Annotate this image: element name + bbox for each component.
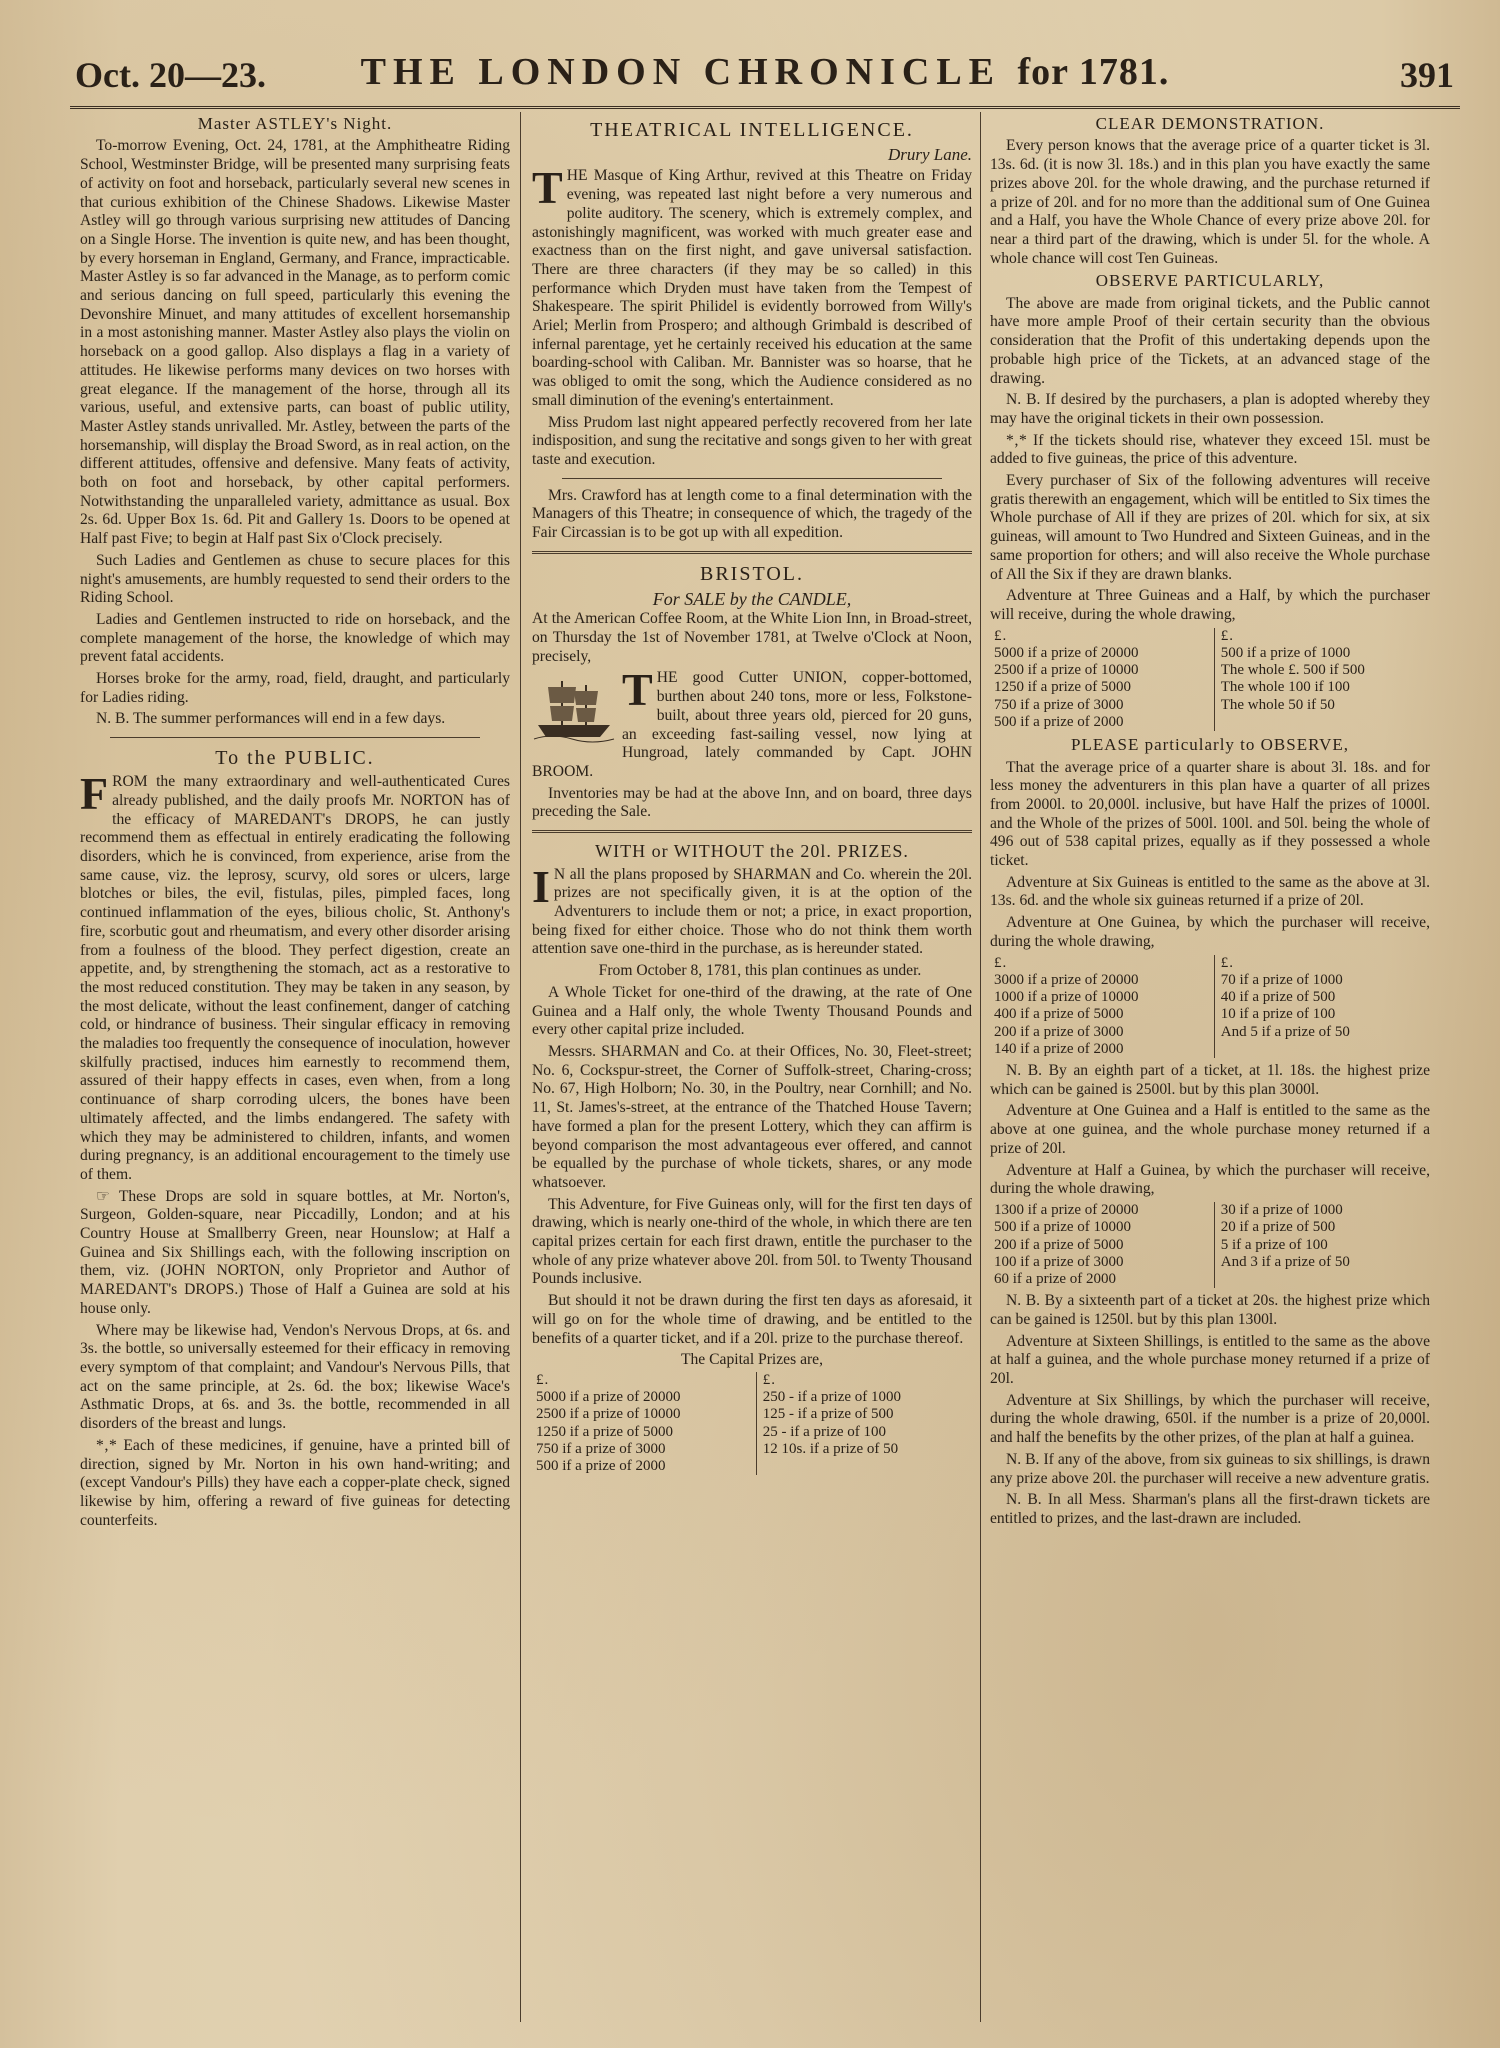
table-row: 20 if a prize of 500	[1220, 1219, 1336, 1236]
prizes-paragraph: But should it not be drawn during the first ten days as aforesaid, it will go on for the whole time of drawing, and be entitled to the benefits of a quarter ticket, and if a 20l. prize to the purchase thereof.	[532, 1292, 972, 1347]
prizes-paragraph: From October 8, 1781, this plan continues as under.	[598, 962, 922, 980]
theatre-subheading: Drury Lane.	[887, 145, 972, 164]
prizes-paragraph: Messrs. SHARMAN and Co. at their Offices, No. 30, Fleet-street; No. 6, Cockspur-street, the Corner of Suffolk-street, Charing-cross; No. 67, High Holborn; No. 30, in the Poultry, near Cornhill; and No. 11, St. James's-street, at the entrance of the Thatched House Tavern; have formed a plan for the present Lottery, which they can affirm is beyond comparison the most advantageous ever offered, and cannot be equalled by the purchase of whole tickets, shares, or any mode whatsoever.	[532, 1043, 972, 1191]
prizes-paragraph: A Whole Ticket for one-third of the drawing, at the rate of One Guinea and a Half only, the whole Twenty Thousand Pounds and every other capital prize included.	[532, 983, 972, 1039]
column-1	[80, 112, 510, 2032]
currency-row: £.	[536, 1371, 550, 1388]
currency-row: £.	[994, 627, 1008, 644]
divider	[562, 478, 942, 479]
prizes-paragraph: This Adventure, for Five Guineas only, will for the first ten days of drawing, which is nearly one-third of the whole, in which there are ten capital prizes certain for each first drawn, entitle the purchaser to the whole of any prize whatever above 20l. from 50l. to Twenty Thousand Pounds inclusive.	[532, 1195, 972, 1288]
table-row: 10 if a prize of 100	[1220, 1006, 1336, 1023]
note-paragraph: N. B. By an eighth part of a ticket, at 1l. 18s. the highest prize which can be gained is 2500l. but by this plan 3000l.	[990, 1062, 1430, 1098]
divider	[110, 737, 480, 738]
table-row: 500 if a prize of 2000	[994, 713, 1124, 730]
table-row: 1000 if a prize of 10000	[994, 989, 1139, 1006]
drop-cap: I	[532, 860, 550, 912]
table-row: The whole 100 if 100	[1220, 679, 1350, 696]
prizes-heading: WITH or WITHOUT the 20l. PRIZES.	[595, 841, 909, 862]
public-paragraph: ☞ These Drops are sold in square bottles, at Mr. Norton's, Surgeon, Golden-square, near Piccadilly, London; and at his Country House at Smallberry Green, near Hounslow; at Half a Guinea and Six Shillings each, with the following inscription on them, viz. (JOHN NORTON, only Proprietor and Author of MAREDANT's DROPS.) Those of Half a Guinea are sold at his house only.	[80, 1187, 510, 1317]
drop-cap: T	[532, 162, 563, 214]
demo-paragraph: Every person knows that the average price of a quarter ticket is 3l. 13s. 6d. (it is now 3l. 18s.) and in this plan you have exactly the same prizes above 20l. for the whole drawing, and the purchase returned if a prize of 20l. and for no more than the additional sum of One Guinea and a Half, you have the Whole Chance of every prize above 20l. for near a third part of the drawing, which is under 5l. for the whole. A whole chance will cost Ten Guineas.	[990, 137, 1430, 267]
astley-paragraph: Ladies and Gentlemen instructed to ride on horseback, and the complete management of the horse, the knowledge of which may prevent fatal accidents.	[80, 610, 510, 666]
page-number: 391	[1400, 55, 1454, 95]
prize-table-three-guineas	[994, 628, 1430, 732]
table-row: 140 if a prize of 2000	[994, 1040, 1124, 1057]
table-row: And 5 if a prize of 50	[1220, 1023, 1350, 1040]
public-heading: To the PUBLIC.	[215, 747, 375, 770]
note-paragraph: N. B. In all Mess. Sharman's plans all the first-drawn tickets are entitled to prizes, and the last-drawn are included.	[990, 1491, 1430, 1527]
astley-paragraph: Such Ladies and Gentlemen as chuse to secure places for this night's amusements, are humbly requested to send their orders to the Riding School.	[80, 551, 510, 607]
observe-heading: OBSERVE PARTICULARLY,	[1095, 271, 1325, 291]
divider	[532, 830, 972, 833]
table-row: 750 if a prize of 3000	[536, 1440, 666, 1457]
note-paragraph: N. B. By a sixteenth part of a ticket at 20s. the highest prize which can be gained is 1250l. but by this plan 1300l.	[990, 1292, 1430, 1328]
table-right	[1214, 1202, 1430, 1288]
table-row: 250 - if a prize of 1000	[762, 1389, 902, 1406]
table-left	[536, 1372, 745, 1476]
table-row: 40 if a prize of 500	[1220, 989, 1336, 1006]
table-row: 125 - if a prize of 500	[762, 1406, 894, 1423]
table-left	[994, 955, 1203, 1059]
table-right	[756, 1372, 972, 1476]
demo-heading: CLEAR DEMONSTRATION.	[1095, 114, 1325, 133]
table-left	[994, 628, 1203, 732]
note-paragraph: Adventure at Six Shillings, by which the purchaser will receive, during the whole drawing, 650l. if the number is a prize of 20,000l. and half the benefits by the other prizes, of the plan at half a guinea.	[990, 1391, 1430, 1447]
table-row: 5 if a prize of 100	[1220, 1236, 1328, 1253]
prize-table-one-guinea	[994, 955, 1430, 1059]
theatre-paragraph: Miss Prudom last night appeared perfectly recovered from her late indisposition, and sung the recitative and songs given to her with great taste and execution.	[532, 413, 972, 468]
column-rule	[980, 112, 981, 2022]
bristol-paragraph	[532, 664, 972, 781]
note-paragraph: Adventure at One Guinea and a Half is entitled to the same as the above at one guinea, and the whole purchase money returned if a prize of 20l.	[990, 1102, 1430, 1157]
public-paragraph: Where may be likewise had, Vendon's Nervous Drops, at 6s. and 3s. the bottle, so universally esteemed for their efficacy in removing every symptom of that complaint; and Vandour's Nervous Pills, that act on the same principle, at 2s. 6d. the box; likewise Wace's Asthmatic Drops, at 6s. and 3s. the bottle, recommended in all disorders of the breast and lungs.	[80, 1321, 510, 1433]
table-row: 400 if a prize of 5000	[994, 1006, 1124, 1023]
theatre-paragraph	[532, 162, 972, 410]
table-row: 200 if a prize of 3000	[994, 1023, 1124, 1040]
prize-table-half-guinea	[994, 1202, 1430, 1288]
table-row: 2500 if a prize of 10000	[994, 662, 1139, 679]
prizes-text: N all the plans proposed by SHARMAN and Co. wherein the 20l. prizes are not specifically given, it is at the option of the Adventurers to include them or not; a price, in exact proportion, being fixed for either choice. Those who do not think them worth attention save one-third in the purchase, as is hereunder stated.	[532, 865, 972, 958]
capital-prizes-table	[536, 1372, 972, 1476]
bristol-inventory: Inventories may be had at the above Inn, and on board, three days preceding the Sale.	[532, 784, 972, 821]
please-paragraph: Adventure at Six Guineas is entitled to the same as the above at 3l. 13s. 6d. and the whole six guineas returned if a prize of 20l.	[990, 873, 1430, 910]
table-row: 60 if a prize of 2000	[994, 1271, 1117, 1287]
note-paragraph: Adventure at Half a Guinea, by which the purchaser will receive, during the whole drawing,	[990, 1161, 1430, 1198]
bristol-subheading: For SALE by the CANDLE,	[652, 588, 852, 609]
issue-date: Oct. 20—23.	[75, 55, 266, 95]
table-row: 100 if a prize of 3000	[994, 1253, 1124, 1270]
theatre-text: HE Masque of King Arthur, revived at this Theatre on Friday evening, was repeated last night before a very numerous and polite auditory. The scenery, which is extremely complex, and astonishingly magnificent, was worked with much greater ease and exactness than on the first night, and gave universal satisfaction. There are three characters (if they may be so called) in this performance which Dryden must have taken from the Tempest of Shakespeare. The spirit Philidel is evidently borrowed from Willy's Ariel; Merlin from Prospero; and although Grimbald is described of infernal parentage, yet he certainly received his education at the same boarding-school with Caliban. Mr. Bannister was so hoarse, that he was obliged to omit the song, which the Audience considered as no small diminution of the evening's entertainment.	[532, 167, 972, 409]
theatre-paragraph: Mrs. Crawford has at length come to a final determination with the Managers of this Theatre; in consequence of which, the tragedy of the Fair Circassian is to be got up with all expedition.	[532, 486, 972, 542]
table-row: 12 10s. if a prize of 50	[762, 1440, 899, 1457]
currency-row: £.	[1220, 627, 1234, 644]
table-row: The whole 50 if 50	[1220, 696, 1335, 713]
observe-paragraph: The above are made from original tickets, and the Public cannot have more ample Proof of their certain security than the obvious consideration that the Profit of this undertaking depends upon the probable high price of the Tickets, at an advanced stage of the drawing.	[990, 294, 1430, 387]
please-paragraph: Adventure at One Guinea, by which the purchaser will receive, during the whole drawing,	[990, 914, 1430, 950]
title-year: for 1781.	[1017, 51, 1170, 93]
column-3	[990, 112, 1430, 2032]
drop-cap: T	[622, 664, 653, 716]
public-paragraph	[80, 768, 510, 1184]
table-row: 1250 if a prize of 5000	[994, 679, 1132, 696]
observe-paragraph: N. B. If desired by the purchasers, a plan is adopted whereby they may have the original tickets in their own possession.	[990, 391, 1430, 427]
table-row: 1300 if a prize of 20000	[994, 1202, 1139, 1218]
astley-paragraph: Horses broke for the army, road, field, draught, and particularly for Ladies riding.	[80, 670, 510, 706]
public-paragraph: *‚* Each of these medicines, if genuine, have a printed bill of direction, signed by Mr. Norton in his own hand-writing; and (except Vandour's Pills) they have each a copper-plate check, signed likewise by him, offering a reward of five guineas for detecting counterfeits.	[80, 1436, 510, 1529]
table-row: 3000 if a prize of 20000	[994, 971, 1139, 988]
table-row: 500 if a prize of 2000	[536, 1458, 666, 1475]
table-row: 70 if a prize of 1000	[1220, 971, 1343, 988]
theatre-heading: THEATRICAL INTELLIGENCE.	[590, 119, 914, 141]
observe-paragraph: *‚* If the tickets should rise, whatever they exceed 15l. must be added to five guineas, the price of this adventure.	[990, 431, 1430, 468]
currency-row: £.	[994, 954, 1008, 971]
note-paragraph: N. B. If any of the above, from six guineas to six shillings, is drawn any prize above 20l. the purchaser will receive a new adventure gratis.	[990, 1450, 1430, 1487]
column-rule	[520, 112, 521, 2022]
table-row: 200 if a prize of 5000	[994, 1236, 1124, 1253]
table-left	[994, 1202, 1203, 1288]
table-row: 5000 if a prize of 20000	[994, 644, 1139, 661]
public-text: ROM the many extraordinary and well-authenticated Cures already published, and the daily proofs Mr. NORTON has of the efficacy of MAREDANT's DROPS, he can justly recommend them as effectual in entirely eradicating the following disorders, which he is convinced, from experience, arise from the same cause, viz. the leprosy, scurvy, old sores or ulcers, large blotches or biles, the evil, fistulas, piles, pimpled faces, long continued inflammation of the eyes, bilious cholic, St. Anthony's fire, scorbutic gout and rheumatism, and every other disorder arising from a foulness of the blood. They perfect digestion, create an appetite, and, by strengthening the stomach, act as a restorative to the most reduced constitution. They may be taken in any season, by the most delicate, without the least confinement, danger of catching cold, or hindrance of business. Their singular efficacy in removing the maladies too frequently the consequence of inoculation, however skilfully practised, induces him earnestly to recommend them, assured of their happy effects in cases, even when, from a long continuance of sharp corroding ulcers, the bones have been ultimately affected, and the limbs endangered. The safety with which they may be administered to children, infants, and women during pregnancy, is an additional encouragement to the timely use of them.	[80, 773, 510, 1183]
ship-icon	[532, 673, 616, 745]
table-row: And 3 if a prize of 50	[1220, 1253, 1350, 1270]
table-right	[1214, 628, 1430, 732]
please-paragraph: That the average price of a quarter share is about 3l. 18s. and for less money the adventurers in this plan have a quarter of all prizes from 2000l. to 20,000l. inclusive, but have Half the prizes of 1000l. and the Whole of the prizes of 500l. 100l. and 50l. being the whole of 496 out of 538 capital prizes, equally as if they possessed a whole ticket.	[990, 758, 1430, 870]
title-text: THE LONDON CHRONICLE	[360, 51, 1002, 93]
newspaper-title	[70, 50, 1460, 94]
bristol-intro: At the American Coffee Room, at the White Lion Inn, in Broad-street, on Thursday the 1st of November 1781, at Twelve o'Clock at Noon, precisely,	[532, 610, 972, 665]
astley-paragraph: To-morrow Evening, Oct. 24, 1781, at the Amphitheatre Riding School, Westminster Bridge, will be presented many surprising feats of activity on foot and horseback, particularly several new scenes in that curious exhibition of the Chinese Shadows. Likewise Master Astley will go through various surprising new attitudes of Dancing on a Single Horse. The invention is quite new, and has been thought, by every horseman in England, Germany, and France, impracticable. Master Astley is so far advanced in the Manage, as to perform comic and serious dancing on full speed, particularly this evening the Devonshire Minuet, and many attitudes of excellent horsemanship in a most astonishing manner. Master Astley also plays the violin on horseback on a good gallop. Also displays a flag in a variety of attitudes. He likewise performs many devices on two horses with great elegance. If the management of the horse, through all its various, useful, and extensive parts, can boast of public utility, Master Astley stands unrivalled. Mr. Astley, between the parts of the horsemanship, will display the Broad Sword, as in real action, on the different attitudes, offensive and defensive. Many feats of activity, both on foot and horseback, by other capital performers. Notwithstanding the unparalleled variety, admittance as usual. Box 2s. 6d. Upper Box 1s. 6d. Pit and Gallery 1s. Doors to be opened at Half past Five; to begin at Half past Six o'Clock precisely.	[80, 137, 510, 548]
bristol-text: HE good Cutter UNION, copper-bottomed, burthen about 240 tons, more or less, Folkstone-built, about three years old, pierced for 20 guns, an exceeding fast-sailing vessel, now lying at Hungroad, lately commanded by Capt. JOHN BROOM.	[532, 669, 972, 780]
astley-paragraph: N. B. The summer performances will end in a few days.	[96, 710, 446, 728]
divider	[532, 551, 972, 554]
table-row: 500 if a prize of 10000	[994, 1219, 1132, 1236]
table-row: 2500 if a prize of 10000	[536, 1406, 681, 1423]
please-heading: PLEASE particularly to OBSERVE,	[1070, 735, 1349, 755]
drop-cap: F	[80, 768, 109, 820]
note-paragraph: Adventure at Sixteen Shillings, is entitled to the same as the above at half a guinea, and the whole purchase money returned if a prize of 20l.	[990, 1332, 1430, 1388]
prizes-paragraph	[532, 860, 972, 960]
table-row: The whole £. 500 if 500	[1220, 662, 1365, 679]
table-row: 750 if a prize of 3000	[994, 696, 1124, 713]
table-row: 500 if a prize of 1000	[1220, 644, 1351, 661]
table-row: 1250 if a prize of 5000	[536, 1423, 674, 1440]
masthead	[70, 48, 1460, 109]
currency-row: £.	[762, 1371, 776, 1388]
bristol-heading: BRISTOL.	[700, 562, 804, 585]
observe-paragraph: Every purchaser of Six of the following adventures will receive gratis therewith an engagement, which will be entitled to Six times the Whole purchase of All if they are prizes of 20l. which for six, at six guineas, will amount to Two Hundred and Sixteen Guineas, and in the same proportion for others; and will also receive the Whole purchase of All the Six if they are drawn blanks.	[990, 472, 1430, 583]
table-row: 30 if a prize of 1000	[1220, 1202, 1343, 1218]
currency-row: £.	[1220, 954, 1234, 971]
capital-prizes-heading: The Capital Prizes are,	[680, 1351, 824, 1369]
observe-paragraph: Adventure at Three Guineas and a Half, by which the purchaser will receive, during the whole drawing,	[990, 587, 1430, 623]
table-row: 5000 if a prize of 20000	[536, 1389, 681, 1406]
table-right	[1214, 955, 1430, 1059]
astley-heading: Master ASTLEY's Night.	[197, 114, 393, 133]
table-row: 25 - if a prize of 100	[762, 1423, 887, 1440]
column-2	[532, 112, 972, 2032]
